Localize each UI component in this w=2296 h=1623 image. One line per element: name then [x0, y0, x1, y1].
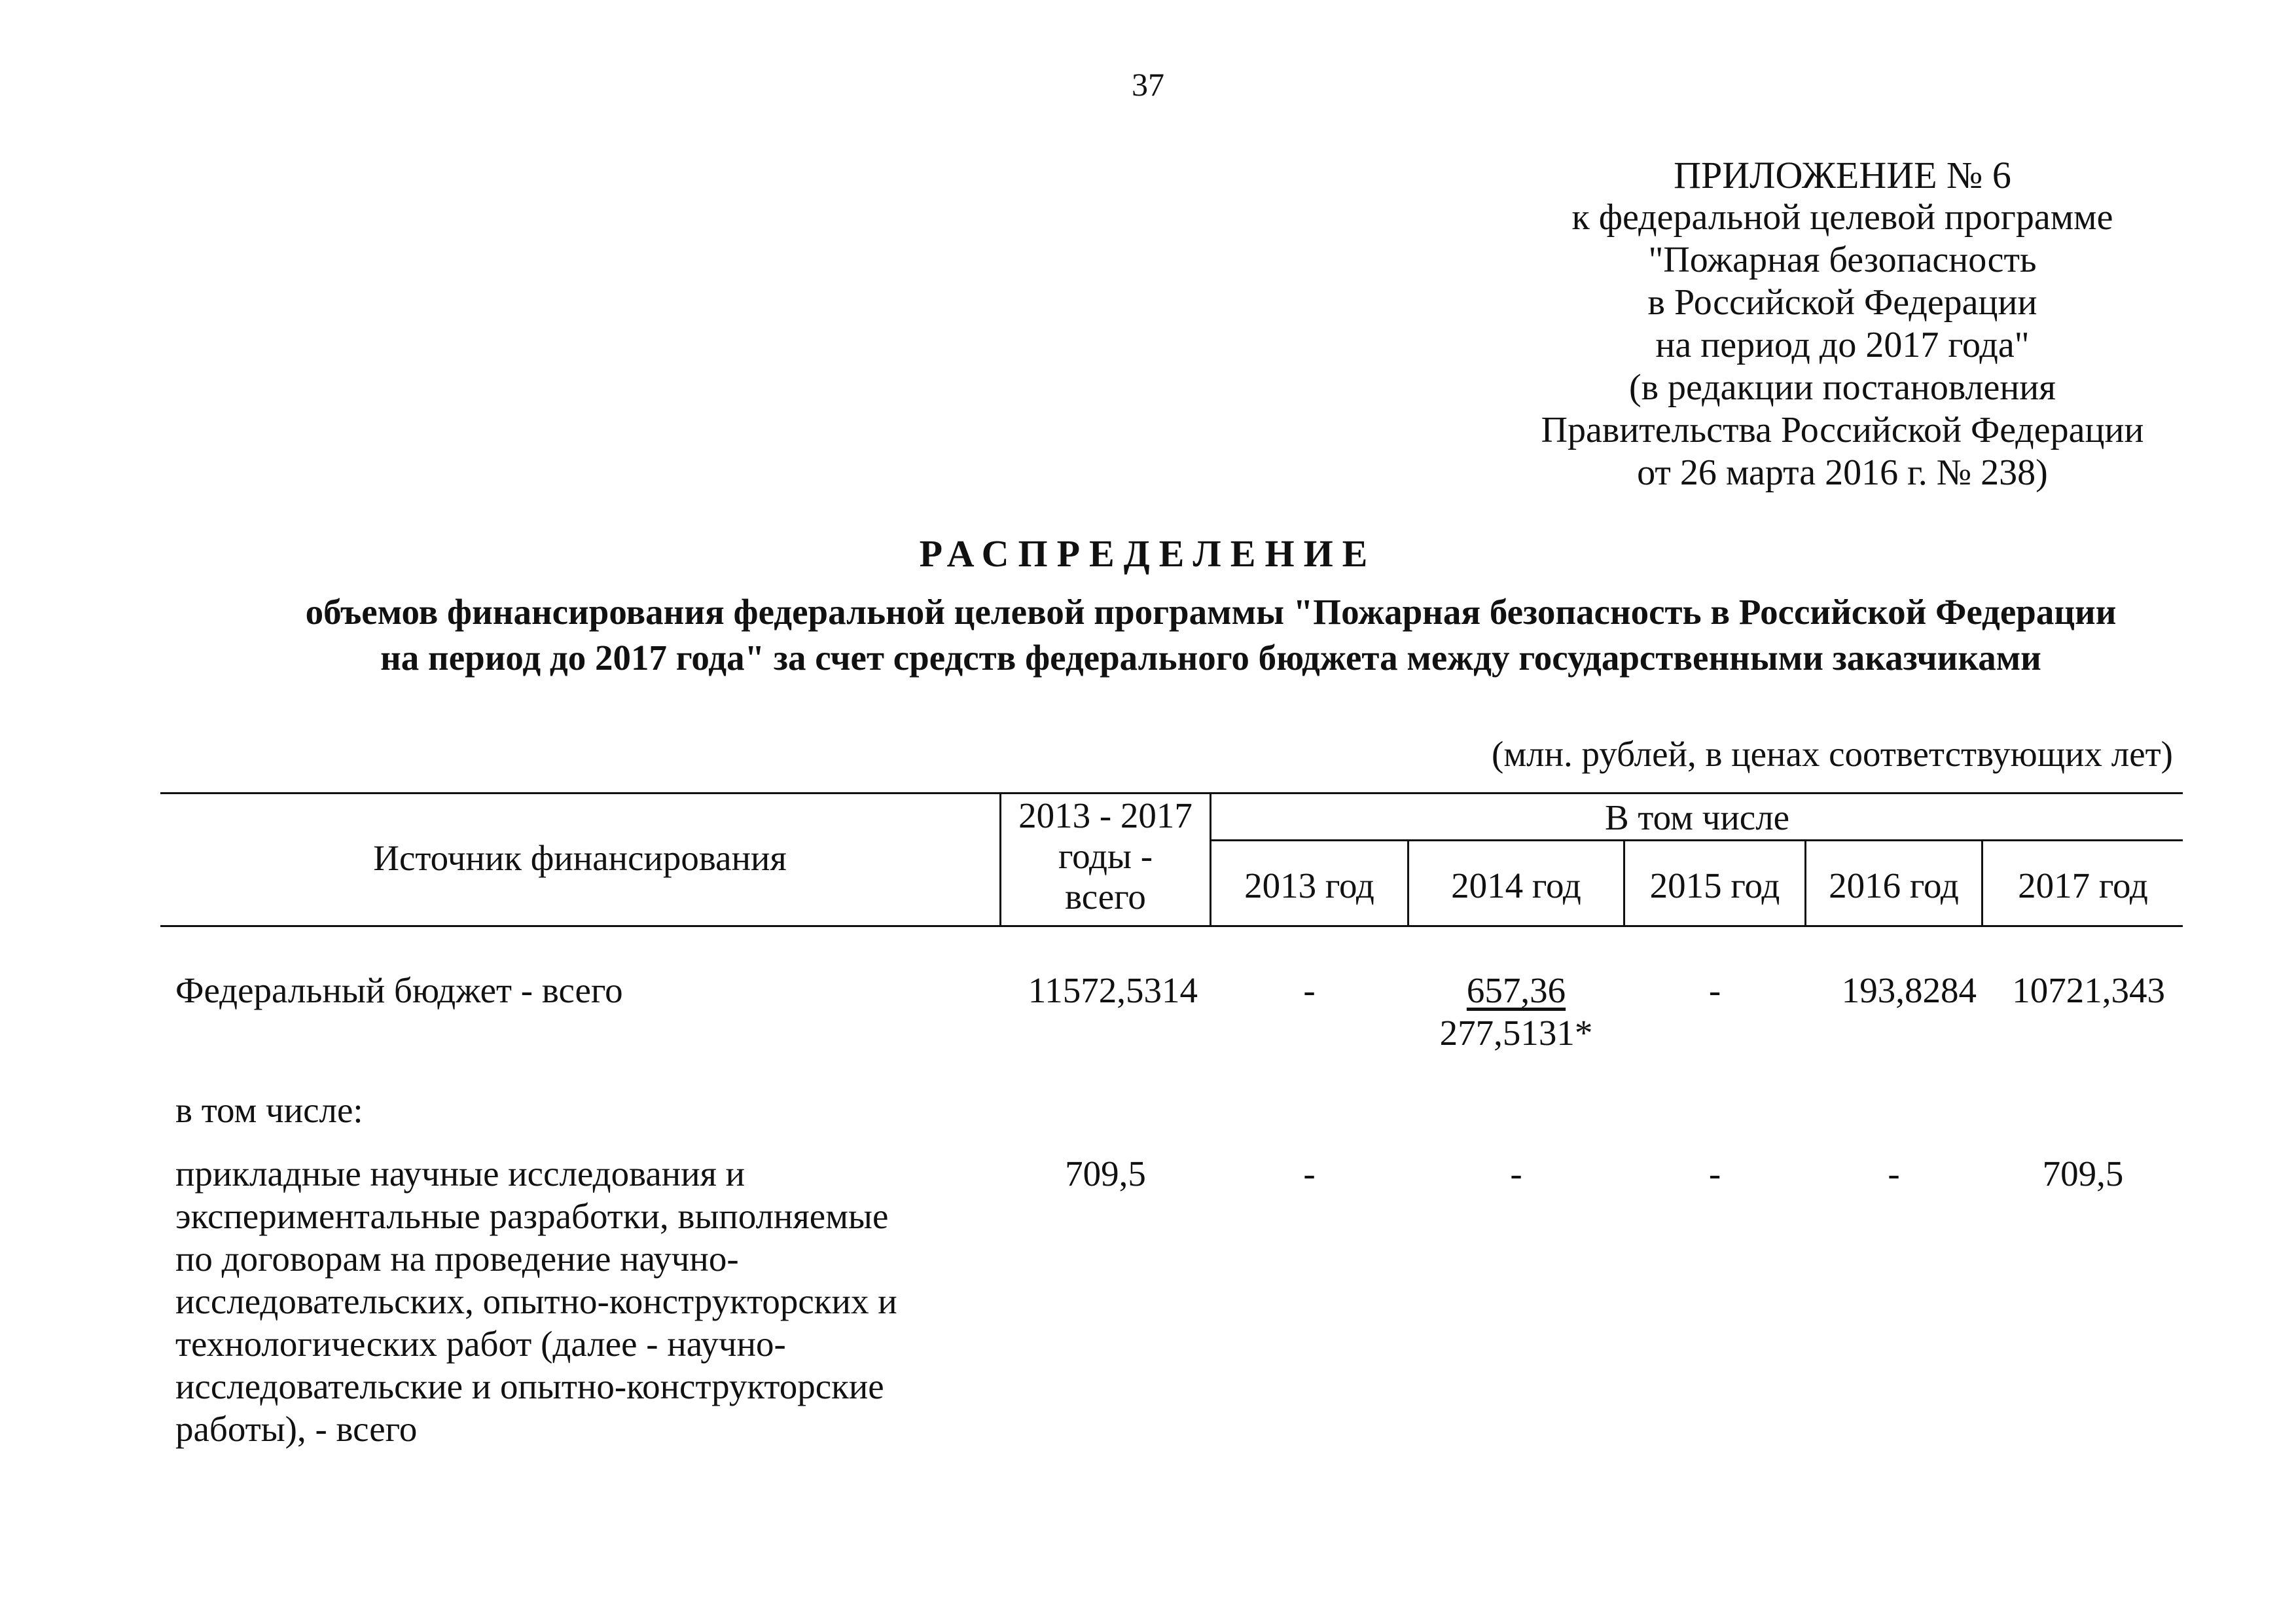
row-federal-budget-total: 11572,5314	[1028, 970, 1198, 1010]
row-rnd-total: 709,5	[1065, 1154, 1146, 1194]
row-federal-budget-2017: 10721,343	[2012, 970, 2165, 1010]
annex-line: к федеральной целевой программе	[1571, 197, 2113, 238]
annex-line: "Пожарная безопасность	[1648, 240, 2037, 280]
annex-line: (в редакции постановления	[1628, 367, 2056, 408]
row-federal-budget-2015: -	[1708, 970, 1721, 1010]
header-source: Источник финансирования	[373, 838, 787, 878]
document-title: РАСПРЕДЕЛЕНИЕ	[919, 532, 1377, 575]
header-bottom-rule	[160, 925, 2183, 927]
row-rnd-2017: 709,5	[2042, 1154, 2124, 1194]
annex-heading: ПРИЛОЖЕНИЕ № 6	[1674, 154, 2011, 196]
row-rnd-label: прикладные научные исследования и экспериментальные разработки, выполняемые по договорам на проведение научно- исследовательских, опытно-конструкторских и технологических работ (далее - научно- исследовательские и опытно-конструкторские работы), - всего	[175, 1154, 897, 1449]
annex-block	[1440, 154, 2245, 494]
subtitle-line: на период до 2017 года" за счет средств федерального бюджета между государственными заказчиками	[380, 638, 2041, 678]
units-note: (млн. рублей, в ценах соответствующих лет)	[1492, 734, 2173, 774]
row-including-label: в том числе:	[175, 1090, 363, 1130]
header-year-2015: 2015 год	[1649, 866, 1780, 905]
document-subtitle	[131, 589, 2291, 681]
annex-line: от 26 марта 2016 г. № 238)	[1637, 452, 2048, 493]
header-year-2014: 2014 год	[1451, 866, 1581, 905]
annex-line: на период до 2017 года"	[1655, 325, 2030, 365]
row-federal-budget-2016: 193,8284	[1841, 970, 1977, 1010]
header-year-2017: 2017 год	[2018, 866, 2148, 905]
page-number: 37	[1132, 66, 1164, 103]
annex-line: в Российской Федерации	[1647, 282, 2037, 323]
row-federal-budget-2014-note: 277,5131*	[1439, 1013, 1593, 1053]
row-federal-budget-2013: -	[1303, 970, 1316, 1010]
header-group: В том числе	[1604, 797, 1790, 837]
table-top-rule	[160, 792, 2183, 794]
row-rnd-2015: -	[1708, 1154, 1721, 1194]
subtitle-line: объемов финансирования федеральной целевой программы "Пожарная безопасность в Российской Федерации	[305, 592, 2117, 632]
row-federal-budget-2014: 657,36	[1466, 970, 1566, 1010]
row-rnd-2014: -	[1510, 1154, 1522, 1194]
header-year-2013: 2013 год	[1244, 866, 1374, 905]
header-year-2016: 2016 год	[1829, 866, 1959, 905]
group-header-rule	[1210, 839, 2183, 841]
header-total: 2013 - 2017 годы - всего	[1018, 795, 1193, 917]
annex-line: Правительства Российской Федерации	[1541, 410, 2144, 450]
row-federal-budget-label: Федеральный бюджет - всего	[175, 970, 623, 1010]
row-rnd-2016: -	[1888, 1154, 1900, 1194]
row-rnd-2013: -	[1303, 1154, 1316, 1194]
